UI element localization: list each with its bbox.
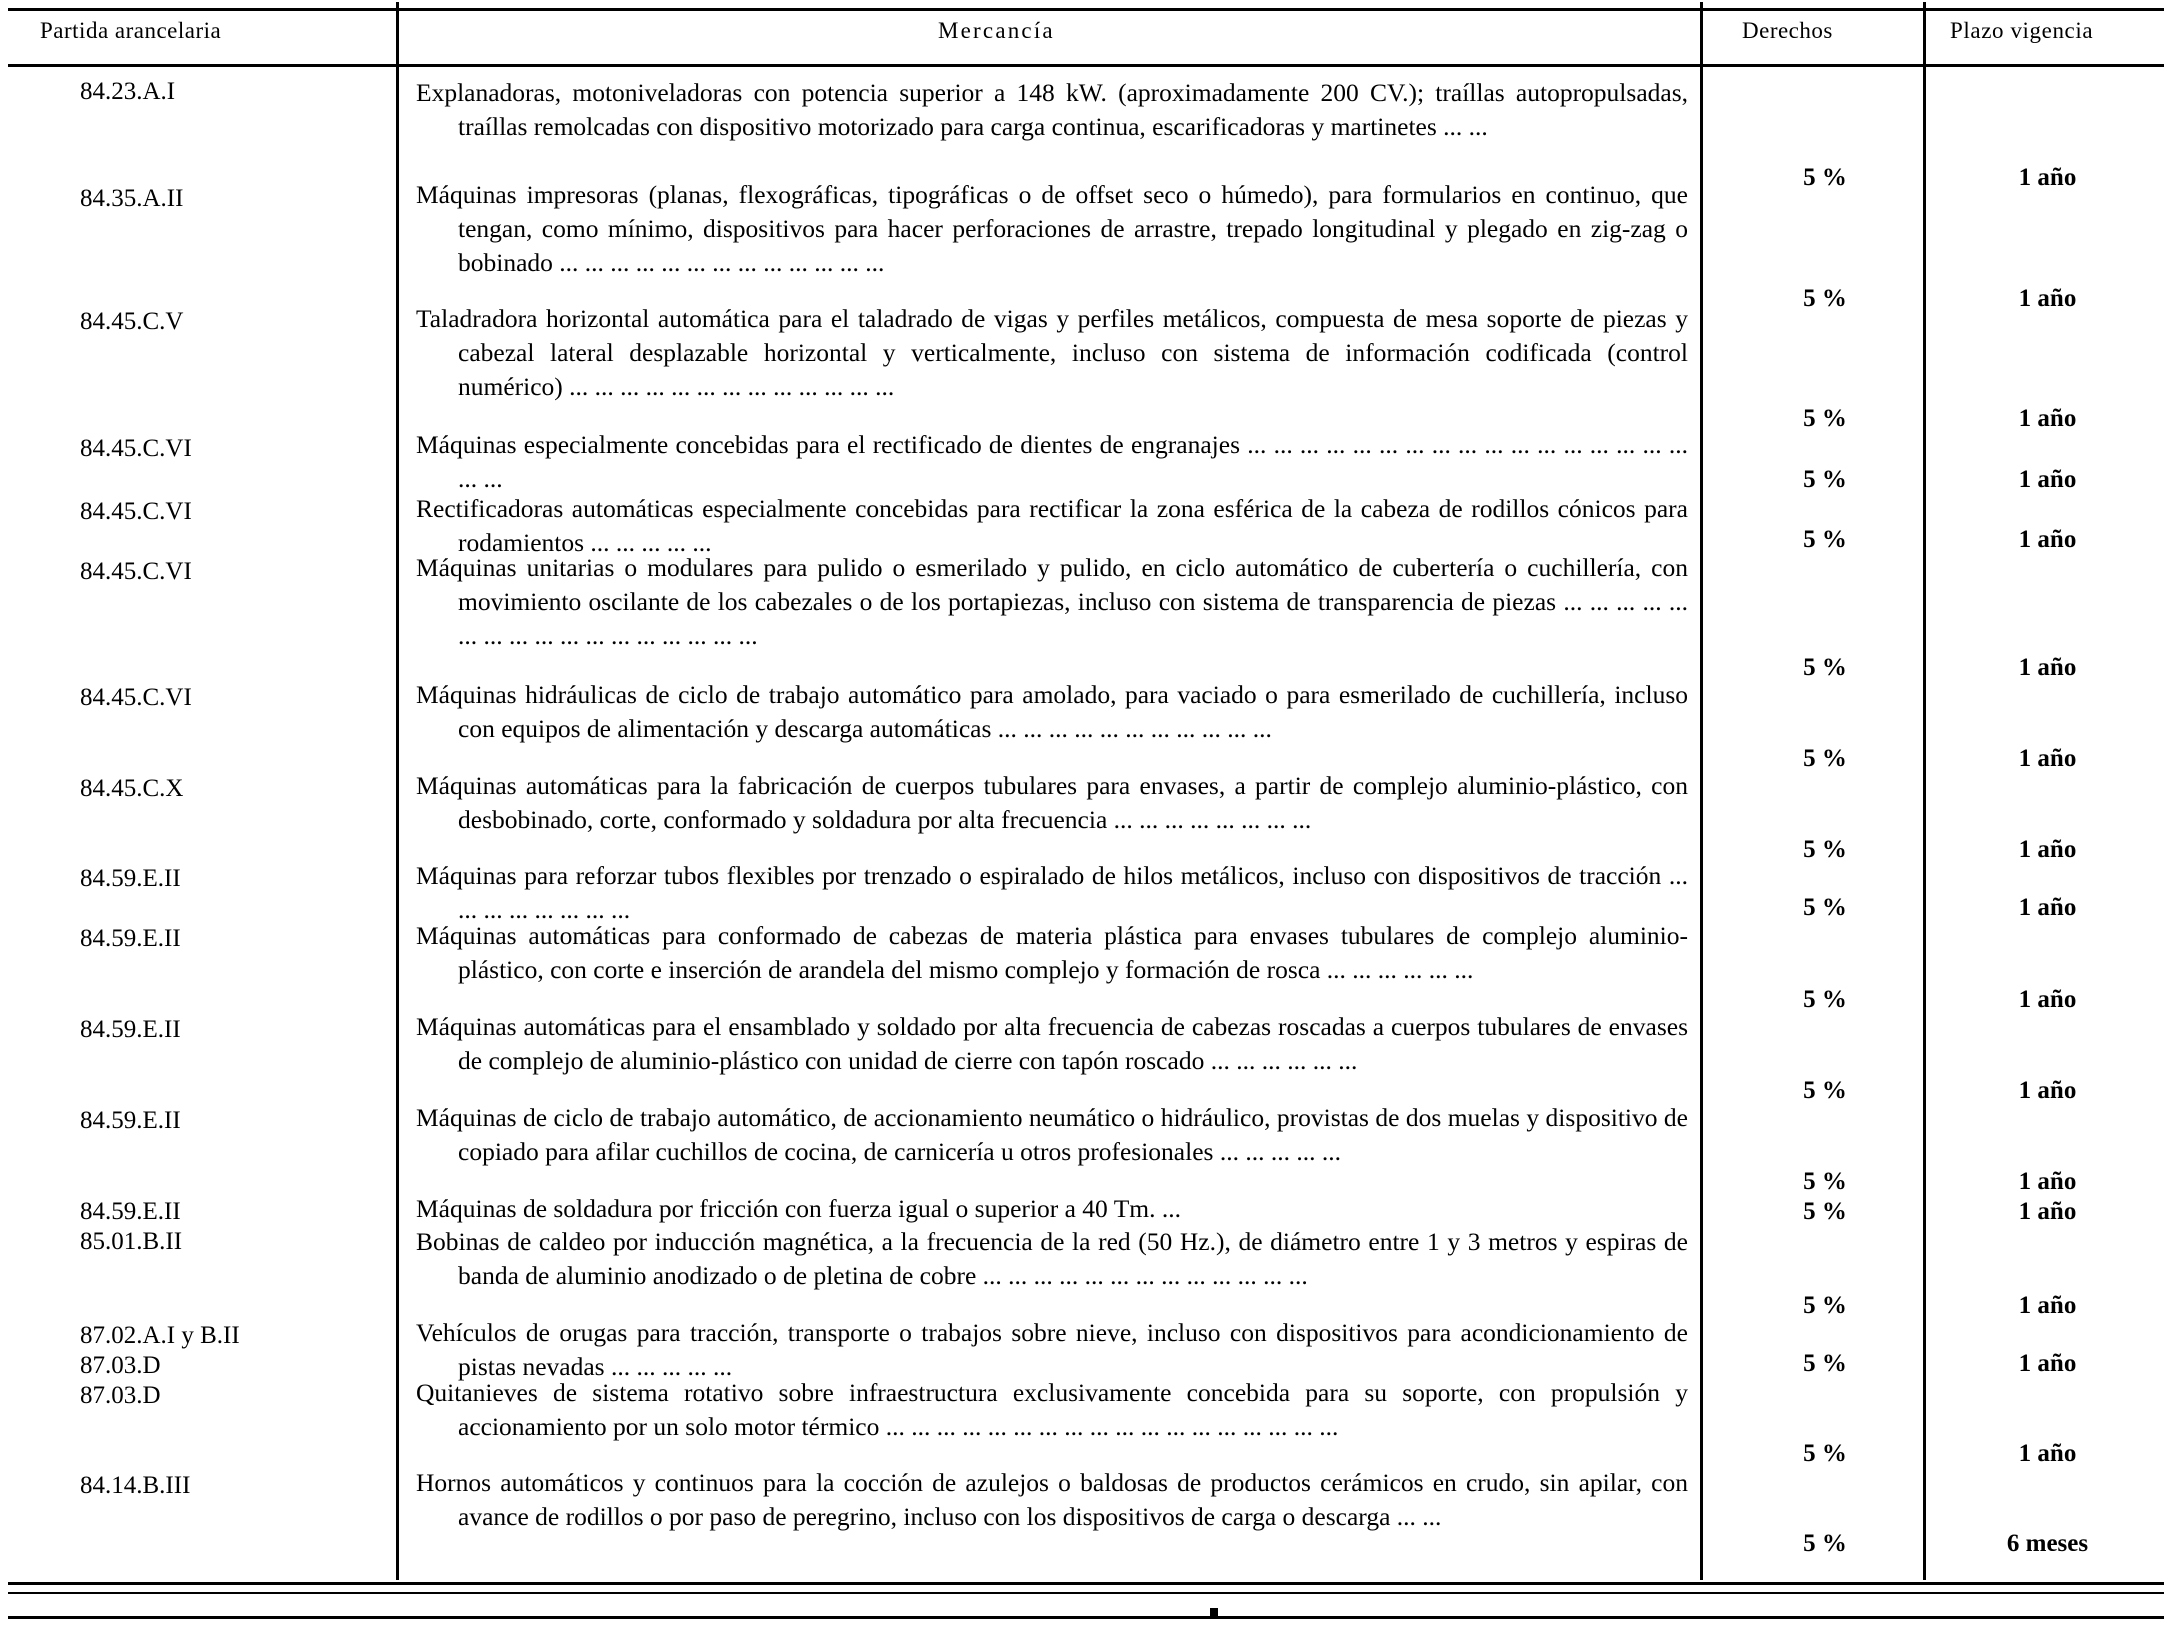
goods-description: Máquinas hidráulicas de ciclo de trabajo automático para amolado, para vaciado o para esmerilado de cuchillería, incluso con equipos de alimentación y descarga automáticas ... ... ... ... ... ... ... ... ... ... ... [416, 680, 1688, 743]
bottom-rule-1 [8, 1582, 2164, 1585]
goods-description: Vehículos de orugas para tracción, transporte o trabajos sobre nieve, incluso con dispositivos para acondicionamiento de pistas nevadas ... ... ... ... ... [416, 1318, 1688, 1381]
tariff-code: 87.03.D [80, 1352, 161, 1379]
duty-rate: 5 % [1803, 1350, 1847, 1377]
validity-term: 1 año [2018, 526, 2077, 553]
goods-description: Máquinas de soldadura por fricción con fuerza igual o superior a 40 Tm. ... [416, 1194, 1181, 1223]
goods-description: Máquinas impresoras (planas, flexográficas, tipográficas o de offset seco o húmedo), para formularios en continuo, que tengan, como mínimo, dispositivos para hacer perforaciones de arrastre, trepado longitudinal y plegado en zig-zag o bobinado ... ... ... ... ... ... ... ... ... ... ... ... ... [416, 180, 1688, 277]
tariff-code: 84.59.E.II [80, 865, 181, 892]
tariff-code: 85.01.B.II [80, 1228, 183, 1255]
duty-rate: 5 % [1803, 1077, 1847, 1104]
goods-description: Máquinas unitarias o modulares para pulido o esmerilado y pulido, en ciclo automático de cubertería o cuchillería, con movimiento oscilante de los cabezales o de los portapiezas, incluso con sistema de transparencia de piezas ... ... ... ... ... ... ... ... ... ... ... ... ... ... ... ... ... [416, 553, 1688, 650]
duty-rate: 5 % [1803, 654, 1847, 681]
validity-term: 1 año [2018, 164, 2077, 191]
tariff-code: 84.23.A.I [80, 78, 176, 105]
tariff-code: 84.59.E.II [80, 925, 181, 952]
column-divider-derechos [1700, 2, 1703, 1580]
tariff-code: 87.02.A.I y B.II [80, 1322, 240, 1349]
bottom-rule-2 [8, 1592, 2164, 1594]
tariff-code: 84.45.C.VI [80, 435, 192, 462]
tariff-code: 84.35.A.II [80, 185, 184, 212]
column-divider-partida [396, 2, 399, 1580]
duty-rate: 5 % [1803, 1530, 1847, 1557]
tariff-code: 84.45.C.VI [80, 558, 192, 585]
column-header-partida: Partida arancelaria [40, 18, 222, 43]
goods-description: Quitanieves de sistema rotativo sobre infraestructura exclusivamente concebida para su soporte, con propulsión y accionamiento por un solo motor térmico ... ... ... ... ... ... ... ... ... ... ... ... ... ... ... ... ... ... [416, 1378, 1688, 1441]
goods-description: Máquinas para reforzar tubos flexibles por trenzado o espiralado de hilos metálicos, incluso con dispositivos de tracción ... ... ... ... ... ... ... ... [416, 861, 1688, 924]
goods-description: Máquinas automáticas para la fabricación de cuerpos tubulares para envases, a partir de complejo aluminio-plástico, con desbobinado, corte, conformado y soldadura por alta frecuencia ... ... ... ... ... ... ... ... [416, 771, 1688, 834]
column-header-mercancia: Mercancía [938, 18, 1055, 43]
duty-rate: 5 % [1803, 1440, 1847, 1467]
validity-term: 1 año [2018, 986, 2077, 1013]
duty-rate: 5 % [1803, 526, 1847, 553]
validity-term: 1 año [2018, 836, 2077, 863]
duty-rate: 5 % [1803, 285, 1847, 312]
goods-description: Taladradora horizontal automática para el taladrado de vigas y perfiles metálicos, compuesta de mesa soporte de piezas y cabezal lateral desplazable horizontal y verticalmente, incluso con sistema de información codificada (control numérico) ... ... ... ... ... ... ... ... ... ... ... ... ... [416, 304, 1688, 401]
goods-description: Máquinas especialmente concebidas para el rectificado de dientes de engranajes ... ... ... ... ... ... ... ... ... ... ... ... ... ... ... ... ... ... ... [416, 430, 1688, 493]
tariff-code: 84.45.C.VI [80, 684, 192, 711]
duty-rate: 5 % [1803, 745, 1847, 772]
goods-description: Máquinas automáticas para el ensamblado y soldado por alta frecuencia de cabezas roscadas a cuerpos tubulares de envases de complejo de aluminio-plástico con unidad de cierre con tapón roscado ... ... ... ... ... ... [416, 1012, 1688, 1075]
tariff-code: 84.45.C.VI [80, 498, 192, 525]
header-rule [8, 64, 2164, 67]
goods-description: Explanadoras, motoniveladoras con potencia superior a 148 kW. (aproximadamente 200 CV.); traíllas autopropulsadas, traíllas remolcadas con dispositivo motorizado para carga continua, escarificadoras y martinetes ... ... [416, 78, 1688, 141]
goods-description: Rectificadoras automáticas especialmente concebidas para rectificar la zona esférica de la cabeza de rodillos cónicos para rodamientos ... ... ... ... ... [416, 494, 1688, 557]
duty-rate: 5 % [1803, 1168, 1847, 1195]
validity-term: 1 año [2018, 745, 2077, 772]
validity-term: 1 año [2018, 1198, 2077, 1225]
tariff-code: 84.14.B.III [80, 1472, 191, 1499]
bottom-rule-3 [8, 1616, 2164, 1619]
validity-term: 1 año [2018, 1077, 2077, 1104]
column-header-derechos: Derechos [1742, 18, 1833, 43]
tariff-code: 84.59.E.II [80, 1198, 181, 1225]
column-header-plazo: Plazo vigencia [1950, 18, 2094, 43]
goods-description: Máquinas automáticas para conformado de cabezas de materia plástica para envases tubulares de complejo aluminio-plástico, con corte e inserción de arandela del mismo complejo y formación de rosca ... ... ... ... ... ... [416, 921, 1688, 984]
goods-description: Máquinas de ciclo de trabajo automático, de accionamiento neumático o hidráulico, provistas de dos muelas y dispositivo de copiado para afilar cuchillos de cocina, de carnicería u otros profesionales ... ... ... ... ... [416, 1103, 1688, 1166]
tariff-code: 84.59.E.II [80, 1016, 181, 1043]
goods-description: Bobinas de caldeo por inducción magnética, a la frecuencia de la red (50 Hz.), de diámetro entre 1 y 3 metros y espiras de banda de aluminio anodizado o de pletina de cobre ... ... ... ... ... ... ... ... ... ... ... ... ... [416, 1227, 1688, 1290]
duty-rate: 5 % [1803, 405, 1847, 432]
duty-rate: 5 % [1803, 1198, 1847, 1225]
duty-rate: 5 % [1803, 466, 1847, 493]
validity-term: 1 año [2018, 894, 2077, 921]
validity-term: 1 año [2018, 466, 2077, 493]
validity-term: 1 año [2018, 1440, 2077, 1467]
duty-rate: 5 % [1803, 986, 1847, 1013]
tariff-code: 84.45.C.X [80, 775, 184, 802]
duty-rate: 5 % [1803, 164, 1847, 191]
validity-term: 6 meses [2006, 1530, 2089, 1557]
tariff-code: 84.45.C.V [80, 308, 184, 335]
validity-term: 1 año [2018, 1292, 2077, 1319]
validity-term: 1 año [2018, 1168, 2077, 1195]
duty-rate: 5 % [1803, 1292, 1847, 1319]
duty-rate: 5 % [1803, 836, 1847, 863]
validity-term: 1 año [2018, 285, 2077, 312]
validity-term: 1 año [2018, 654, 2077, 681]
validity-term: 1 año [2018, 1350, 2077, 1377]
tariff-code: 87.03.D [80, 1382, 161, 1409]
top-rule [8, 8, 2164, 11]
column-divider-plazo [1923, 2, 1926, 1580]
validity-term: 1 año [2018, 405, 2077, 432]
goods-description: Hornos automáticos y continuos para la cocción de azulejos o baldosas de productos cerámicos en crudo, sin apilar, con avance de rodillos o por paso de peregrino, incluso con los dispositivos de carga o descarga ... ... [416, 1468, 1688, 1531]
tariff-code: 84.59.E.II [80, 1107, 181, 1134]
duty-rate: 5 % [1803, 894, 1847, 921]
